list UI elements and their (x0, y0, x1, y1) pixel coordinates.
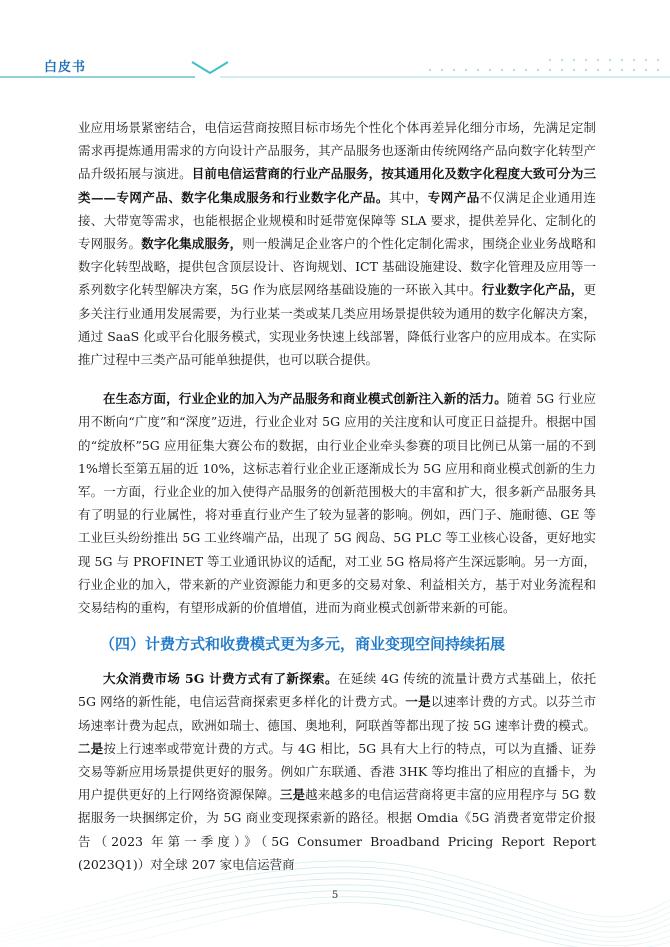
header-label: 白皮书 (44, 60, 87, 75)
text-run: 其中， (388, 189, 428, 205)
text-run: 更多关注行业通用发展需要，为行业某一类或某几类应用场景提供较为通用的数字化解决方案，通过 SaaS 化或平台化服务模式，实现业务快速上线部署，降低行业客户的应用成本。在实际推广过程中三类产品可能单独提供，也可以联合提供。 (78, 282, 596, 368)
text-run-bold: 专网产品 (427, 189, 480, 205)
page-body (78, 116, 596, 876)
text-run-bold: 大众消费市场 5G 计费方式有了新探索。 (103, 671, 338, 687)
text-run-bold: 二是 (78, 740, 104, 756)
text-run-bold: 行业数字化产品， (481, 282, 584, 298)
text-run-bold: 在生态方面，行业企业的加入为产品服务和商业模式创新注入新的活力。 (103, 391, 507, 407)
text-run: 则一般满足企业客户的个性化定制化需求，围绕企业业务战略和数字化转型战略，提供包含顶层设计、咨询规划、ICT 基础设施建设、数字化管理及应用等一系列数字化转型解决方案，5G 作为底层网络基础设施的一环嵌入其中。 (78, 236, 596, 298)
paragraph-ecosystem (78, 387, 596, 619)
text-run-bold: 三是 (279, 787, 306, 803)
text-run: 按上行速率或带宽计费的方式。与 4G 相比，5G 具有大上行的特点，可以为直播、证券交易等新应用场景提供更好的服务。例如广东联通、香港 3HK 等均推出了相应的直播卡，为用户提供更好的上行网络资源保障。 (78, 740, 596, 803)
page-number: 5 (331, 890, 339, 901)
text-run-bold: 数字化集成服务， (141, 236, 243, 252)
text-run: 在延续 4G 传统的流量计费方式基础上，依托 5G 网络的新性能，电信运营商探索更多样化的计费方式。 (78, 671, 596, 710)
text-run: 不仅满足企业通用连接、大带宽等需求，也能根据企业规模和时延带宽保障等 SLA 要求，提供差异化、定制化的专网服务。 (78, 189, 596, 252)
text-run-bold: 一是 (405, 694, 431, 710)
text-run: 随着 5G 行业应用不断向“广度”和“深度”迈进，行业企业对 5G 应用的关注度和认可度正日益提升。根据中国的“绽放杯”5G 应用征集大赛公布的数据，由行业企业牵头参赛的项目比例已从第一届的不到 1%增长至第五届的近 10%，这标志着行业企业正逐渐成长为 5G 应用和商业模式创新的生力军。一方面，行业企业的加入使得产品服务的创新范围极大的丰富和扩大，很多新产品服务具有了明显的行业属性，将对垂直行业产生了较为显著的影响。例如，西门子、施耐德、GE 等工业巨头纷纷推出 5G 工业终端产品，出现了 5G 阀岛、5G PLC 等工业核心设备，更好地实现 5G 与 PROFINET 等工业通讯协议的适配，对工业 5G 格局将产生深远影响。另一方面，行业企业的加入，带来新的产业资源能力和更多的交易对象、利益相关方，基于对业务流程和交易结构的重构，有望形成新的价值增值，进而为商业模式创新带来新的可能。 (78, 391, 596, 616)
text-run-bold: 目前电信运营商的行业产品服务，按其通用化及数字化程度大致可分为三类——专网产品、数字化集成服务和行业数字化产品。 (78, 166, 596, 205)
page-header (0, 0, 670, 90)
header-chevron-icon (190, 60, 230, 76)
text-run: 越来越多的电信运营商将更丰富的应用程序与 5G 数据服务一块捆绑定价，为 5G 商业变现探索新的路径。根据 Omdia《5G 消费者宽带定价报告（2023 年第一季度）》（5G Consumer Broadband Pricing Report Report (2023Q1)）对全球 207 家电信运营商 (78, 787, 596, 872)
text-run: 业应用场景紧密结合，电信运营商按照目标市场先个性化个体再差异化细分市场，先满足定制需求再提炼通用需求的方向设计产品服务，其产品服务也逐渐由传统网络产品向数字化转型产品升级拓展与演进。 (78, 120, 596, 182)
section-heading: （四）计费方式和收费模式更为多元，商业变现空间持续拓展 (100, 635, 506, 654)
paragraph-billing (78, 667, 596, 876)
header-dot-pattern-icon (420, 52, 670, 76)
text-run: 以速率计费的方式。以芬兰市场速率计费为起点，欧洲如瑞士、德国、奥地利，阿联酋等都出现了按 5G 速率计费的模式。 (78, 694, 596, 733)
paragraph-product-services (78, 116, 596, 371)
